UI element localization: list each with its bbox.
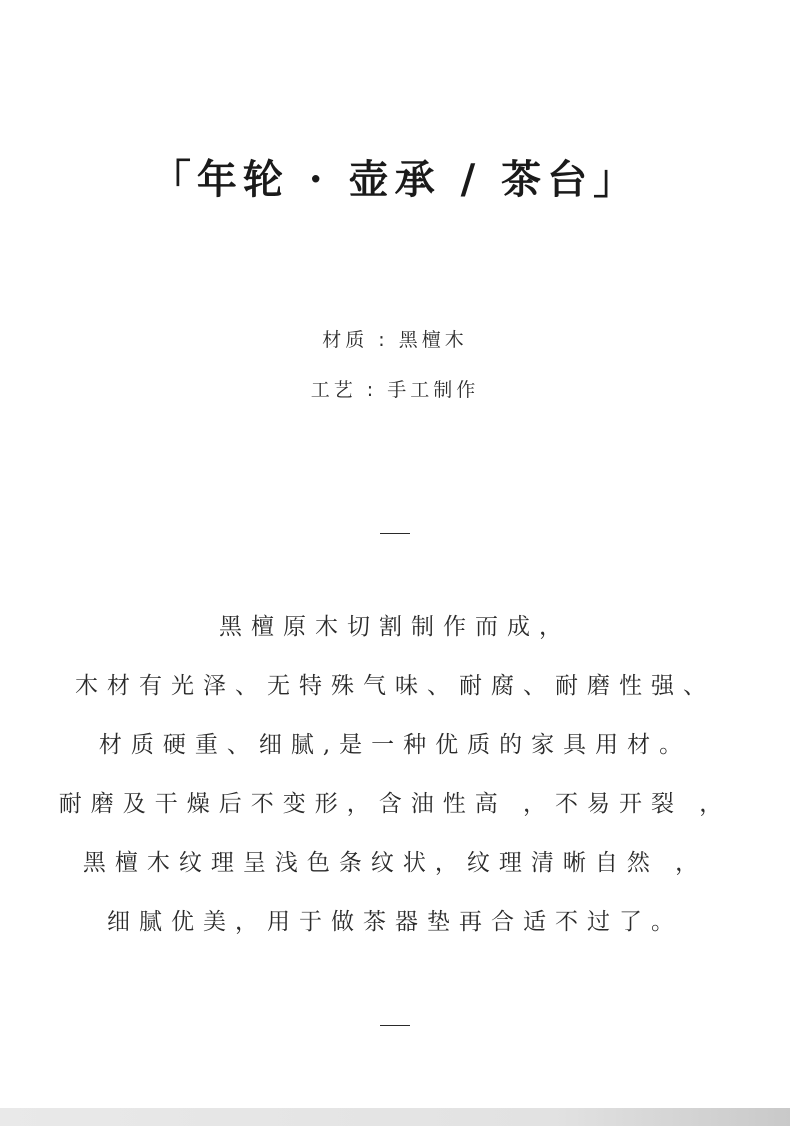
description-line: 木材有光泽、无特殊气味、耐腐、耐磨性强、 <box>75 673 715 699</box>
description-line: 黑檀木纹理呈浅色条纹状，纹理清晰自然 ， <box>82 850 708 876</box>
divider-bottom <box>380 1025 410 1026</box>
material-spec: 材质 : 黑檀木 <box>322 329 468 351</box>
description-block <box>0 598 790 952</box>
specs-block <box>0 322 790 422</box>
description-line: 材质硬重、细腻,是一种优质的家具用材。 <box>98 732 692 758</box>
page-title: 「年轮 · 壶承 / 茶台」 <box>150 156 640 203</box>
description-line: 黑檀原木切割制作而成， <box>219 614 571 640</box>
footer-band <box>0 1108 790 1126</box>
description-line: 耐磨及干燥后不变形，含油性高 ，不易开裂 ， <box>58 791 732 817</box>
description-line: 细腻优美，用于做茶器垫再合适不过了。 <box>107 909 683 935</box>
craft-spec: 工艺 : 手工制作 <box>310 379 480 401</box>
divider-top <box>380 533 410 534</box>
